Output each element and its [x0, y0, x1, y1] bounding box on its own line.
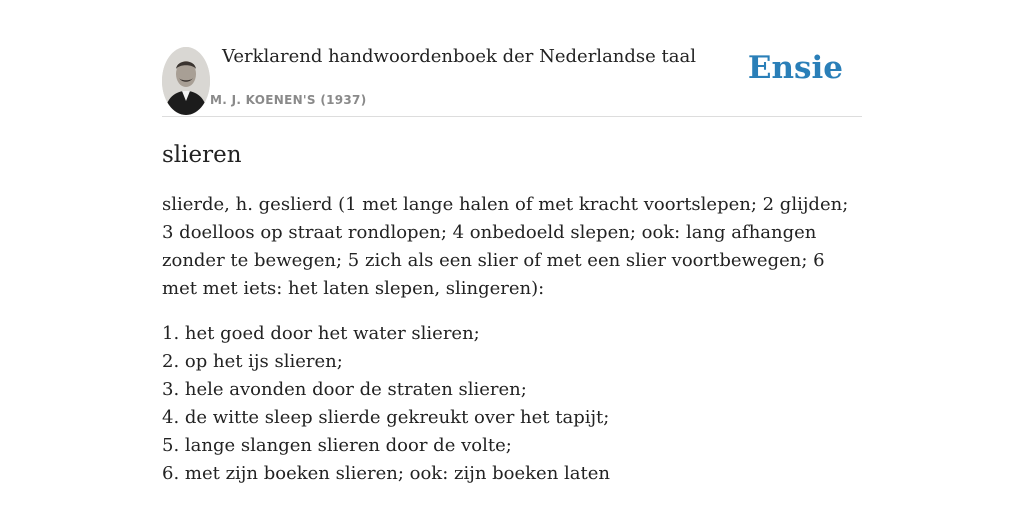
book-title: Verklarend handwoordenboek der Nederlandse taal — [222, 46, 696, 67]
book-author: M. J. KOENEN'S (1937) — [210, 93, 367, 107]
author-portrait-icon — [162, 47, 210, 115]
ensie-logo-link[interactable]: Ensie — [747, 50, 843, 86]
headword: slieren — [162, 142, 242, 168]
example-item: 5. lange slangen slieren door de volte; — [162, 435, 512, 456]
example-item: 6. met zijn boeken slieren; ook: zijn boeken laten — [162, 463, 610, 484]
example-item: 3. hele avonden door de straten slieren; — [162, 379, 527, 400]
example-item: 1. het goed door het water slieren; — [162, 323, 480, 344]
page — [162, 0, 862, 488]
example-item: 4. de witte sleep slierde gekreukt over het tapijt; — [162, 407, 610, 428]
example-list — [162, 320, 862, 488]
header — [162, 0, 862, 117]
definition-text: slierde, h. geslierd (1 met lange halen of met kracht voortslepen; 2 glijden; 3 doelloos op straat rondlopen; 4 onbedoeld slepen; ook: lang afhangen zonder te bewegen; 5 zich als een slier of met een slier voortbewegen; 6 met met iets: het laten slepen, slingeren): — [162, 194, 849, 299]
example-item: 2. op het ijs slieren; — [162, 351, 343, 372]
